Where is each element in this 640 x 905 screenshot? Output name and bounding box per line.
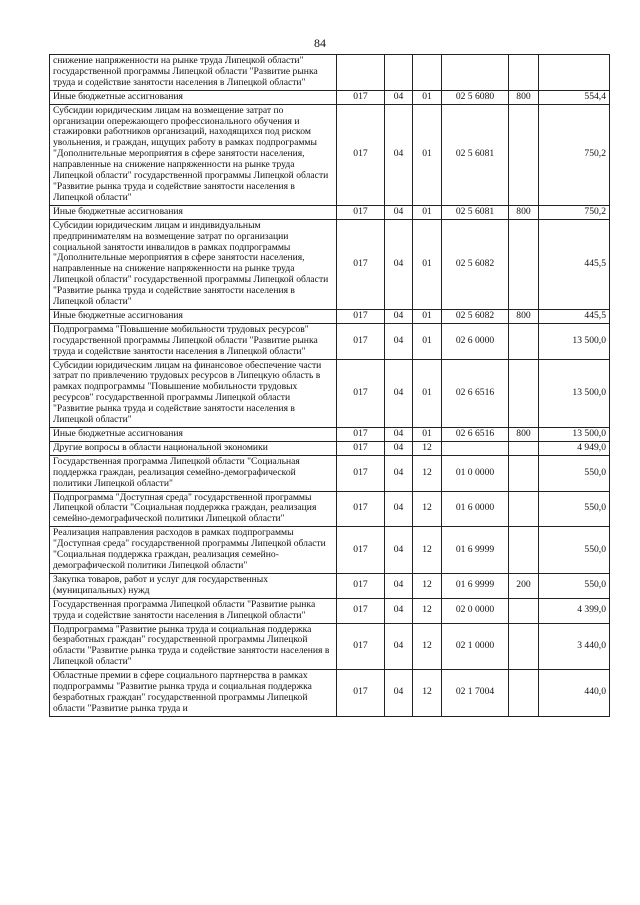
administrator-code-cell: 017 (337, 573, 385, 598)
amount-cell: 4 949,0 (539, 441, 610, 455)
target-article-cell: 02 6 6516 (442, 359, 509, 427)
target-article-cell: 01 6 9999 (442, 527, 509, 574)
target-article-cell: 01 6 0000 (442, 491, 509, 527)
table-row (50, 527, 610, 574)
section-code-cell: 04 (385, 573, 413, 598)
administrator-code-cell (337, 55, 385, 91)
section-code-cell: 04 (385, 309, 413, 323)
target-article-cell: 02 5 6082 (442, 219, 509, 309)
subsection-code-cell: 12 (413, 573, 442, 598)
subsection-code-cell: 01 (413, 323, 442, 359)
subsection-code-cell: 12 (413, 670, 442, 717)
table-row (50, 90, 610, 104)
table-row (50, 104, 610, 205)
expense-name-cell: Субсидии юридическим лицам на финансовое обеспечение части затрат по привлечению трудовых ресурсов в Липецкую область в рамках подпрограммы "Повышение мобильности трудовых ресурсов" государственной программы Липецкой области "Развитие рынка труда и содействие занятости населения в Липецкой области" (50, 359, 337, 427)
table-row (50, 455, 610, 491)
section-code-cell: 04 (385, 428, 413, 442)
amount-cell (539, 55, 610, 91)
amount-cell: 550,0 (539, 491, 610, 527)
amount-cell: 445,5 (539, 309, 610, 323)
expense-type-cell (509, 104, 539, 205)
administrator-code-cell: 017 (337, 527, 385, 574)
expense-name-cell: Подпрограмма "Повышение мобильности трудовых ресурсов" государственной программы Липецкой области "Развитие рынка труда и содействие занятости населения в Липецкой области" (50, 323, 337, 359)
expense-type-cell: 200 (509, 573, 539, 598)
amount-cell: 554,4 (539, 90, 610, 104)
expense-type-cell: 800 (509, 90, 539, 104)
administrator-code-cell: 017 (337, 491, 385, 527)
subsection-code-cell: 01 (413, 205, 442, 219)
administrator-code-cell: 017 (337, 455, 385, 491)
expense-name-cell: Иные бюджетные ассигнования (50, 205, 337, 219)
expense-type-cell (509, 527, 539, 574)
administrator-code-cell: 017 (337, 359, 385, 427)
section-code-cell: 04 (385, 455, 413, 491)
table-row (50, 309, 610, 323)
table-row (50, 205, 610, 219)
subsection-code-cell: 01 (413, 359, 442, 427)
target-article-cell: 02 5 6081 (442, 205, 509, 219)
expense-name-cell: Иные бюджетные ассигнования (50, 90, 337, 104)
subsection-code-cell: 01 (413, 428, 442, 442)
administrator-code-cell: 017 (337, 104, 385, 205)
target-article-cell: 02 5 6081 (442, 104, 509, 205)
subsection-code-cell (413, 55, 442, 91)
expense-type-cell (509, 623, 539, 670)
section-code-cell: 04 (385, 441, 413, 455)
subsection-code-cell: 01 (413, 104, 442, 205)
section-code-cell: 04 (385, 623, 413, 670)
expense-name-cell: Государственная программа Липецкой области "Развитие рынка труда и содействие занятости населения в Липецкой области" (50, 598, 337, 623)
table-row (50, 491, 610, 527)
expense-type-cell: 800 (509, 309, 539, 323)
expense-type-cell: 800 (509, 205, 539, 219)
table-row (50, 441, 610, 455)
subsection-code-cell: 01 (413, 309, 442, 323)
expense-name-cell: Подпрограмма "Развитие рынка труда и социальная поддержка безработных граждан" государственной программы Липецкой области "Развитие рынка труда и содействие занятости населения в Липецкой области" (50, 623, 337, 670)
budget-table (49, 54, 610, 717)
amount-cell: 445,5 (539, 219, 610, 309)
target-article-cell (442, 441, 509, 455)
table-row (50, 359, 610, 427)
administrator-code-cell: 017 (337, 670, 385, 717)
expense-type-cell (509, 55, 539, 91)
target-article-cell: 02 6 0000 (442, 323, 509, 359)
subsection-code-cell: 12 (413, 491, 442, 527)
section-code-cell: 04 (385, 323, 413, 359)
target-article-cell (442, 55, 509, 91)
target-article-cell: 02 0 0000 (442, 598, 509, 623)
expense-type-cell (509, 455, 539, 491)
section-code-cell: 04 (385, 359, 413, 427)
expense-type-cell (509, 219, 539, 309)
target-article-cell: 02 5 6082 (442, 309, 509, 323)
expense-name-cell: Другие вопросы в области национальной экономики (50, 441, 337, 455)
table-row (50, 323, 610, 359)
subsection-code-cell: 12 (413, 441, 442, 455)
expense-name-cell: Реализация направления расходов в рамках подпрограммы "Доступная среда" государственной программы Липецкой области "Социальная поддержка граждан, реализация семейно-демографической политики Липецкой области" (50, 527, 337, 574)
amount-cell: 750,2 (539, 104, 610, 205)
expense-type-cell: 800 (509, 428, 539, 442)
administrator-code-cell: 017 (337, 205, 385, 219)
administrator-code-cell: 017 (337, 90, 385, 104)
section-code-cell: 04 (385, 598, 413, 623)
table-row (50, 428, 610, 442)
table-row (50, 219, 610, 309)
expense-name-cell: Областные премии в сфере социального партнерства в рамках подпрограммы "Развитие рынка труда и социальная поддержка безработных граждан" государственной программы Липецкой области "Развитие рынка труда и (50, 670, 337, 717)
subsection-code-cell: 01 (413, 219, 442, 309)
section-code-cell: 04 (385, 90, 413, 104)
expense-name-cell: Субсидии юридическим лицам и индивидуальным предпринимателям на возмещение затрат по организации социальной занятости инвалидов в рамках подпрограммы "Дополнительные мероприятия в сфере занятости населения, направленные на снижение напряженности на рынке труда Липецкой области" государственной программы Липецкой области "Развитие рынка труда и содействие занятости населения в Липецкой области" (50, 219, 337, 309)
expense-type-cell (509, 359, 539, 427)
amount-cell: 3 440,0 (539, 623, 610, 670)
amount-cell: 13 500,0 (539, 428, 610, 442)
section-code-cell: 04 (385, 219, 413, 309)
amount-cell: 13 500,0 (539, 359, 610, 427)
administrator-code-cell: 017 (337, 309, 385, 323)
amount-cell: 550,0 (539, 455, 610, 491)
budget-table-body (50, 55, 610, 717)
section-code-cell: 04 (385, 491, 413, 527)
target-article-cell: 02 6 6516 (442, 428, 509, 442)
administrator-code-cell: 017 (337, 219, 385, 309)
expense-name-cell: снижение напряженности на рынке труда Липецкой области" государственной программы Липецкой области "Развитие рынка труда и содействие занятости населения в Липецкой области" (50, 55, 337, 91)
table-row (50, 670, 610, 717)
amount-cell: 550,0 (539, 527, 610, 574)
subsection-code-cell: 12 (413, 598, 442, 623)
administrator-code-cell: 017 (337, 441, 385, 455)
table-row (50, 623, 610, 670)
expense-type-cell (509, 323, 539, 359)
target-article-cell: 02 5 6080 (442, 90, 509, 104)
subsection-code-cell: 12 (413, 455, 442, 491)
subsection-code-cell: 01 (413, 90, 442, 104)
amount-cell: 550,0 (539, 573, 610, 598)
expense-name-cell: Иные бюджетные ассигнования (50, 428, 337, 442)
expense-type-cell (509, 441, 539, 455)
amount-cell: 13 500,0 (539, 323, 610, 359)
expense-type-cell (509, 491, 539, 527)
administrator-code-cell: 017 (337, 623, 385, 670)
section-code-cell: 04 (385, 205, 413, 219)
expense-name-cell: Подпрограмма "Доступная среда" государственной программы Липецкой области "Социальная поддержка граждан, реализация семейно-демографической политики Липецкой области" (50, 491, 337, 527)
table-row (50, 598, 610, 623)
administrator-code-cell: 017 (337, 598, 385, 623)
expense-type-cell (509, 670, 539, 717)
section-code-cell: 04 (385, 104, 413, 205)
amount-cell: 4 399,0 (539, 598, 610, 623)
page-number: 84 (314, 36, 326, 50)
expense-name-cell: Субсидии юридическим лицам на возмещение затрат по организации опережающего профессионального обучения и стажировки работников организаций, находящихся под риском увольнения, и граждан, ищущих работу в рамках подпрограммы "Дополнительные мероприятия в сфере занятости населения, направленные на снижение напряженности на рынке труда Липецкой области" государственной программы Липецкой области "Развитие рынка труда и содействие занятости населения в Липецкой области" (50, 104, 337, 205)
target-article-cell: 01 6 9999 (442, 573, 509, 598)
subsection-code-cell: 12 (413, 527, 442, 574)
section-code-cell: 04 (385, 527, 413, 574)
expense-name-cell: Государственная программа Липецкой области "Социальная поддержка граждан, реализация семейно-демографической политики Липецкой области" (50, 455, 337, 491)
amount-cell: 750,2 (539, 205, 610, 219)
administrator-code-cell: 017 (337, 323, 385, 359)
administrator-code-cell: 017 (337, 428, 385, 442)
target-article-cell: 01 0 0000 (442, 455, 509, 491)
target-article-cell: 02 1 7004 (442, 670, 509, 717)
table-row (50, 55, 610, 91)
table-row (50, 573, 610, 598)
expense-name-cell: Закупка товаров, работ и услуг для государственных (муниципальных) нужд (50, 573, 337, 598)
target-article-cell: 02 1 0000 (442, 623, 509, 670)
section-code-cell: 04 (385, 670, 413, 717)
section-code-cell (385, 55, 413, 91)
expense-type-cell (509, 598, 539, 623)
subsection-code-cell: 12 (413, 623, 442, 670)
expense-name-cell: Иные бюджетные ассигнования (50, 309, 337, 323)
amount-cell: 440,0 (539, 670, 610, 717)
